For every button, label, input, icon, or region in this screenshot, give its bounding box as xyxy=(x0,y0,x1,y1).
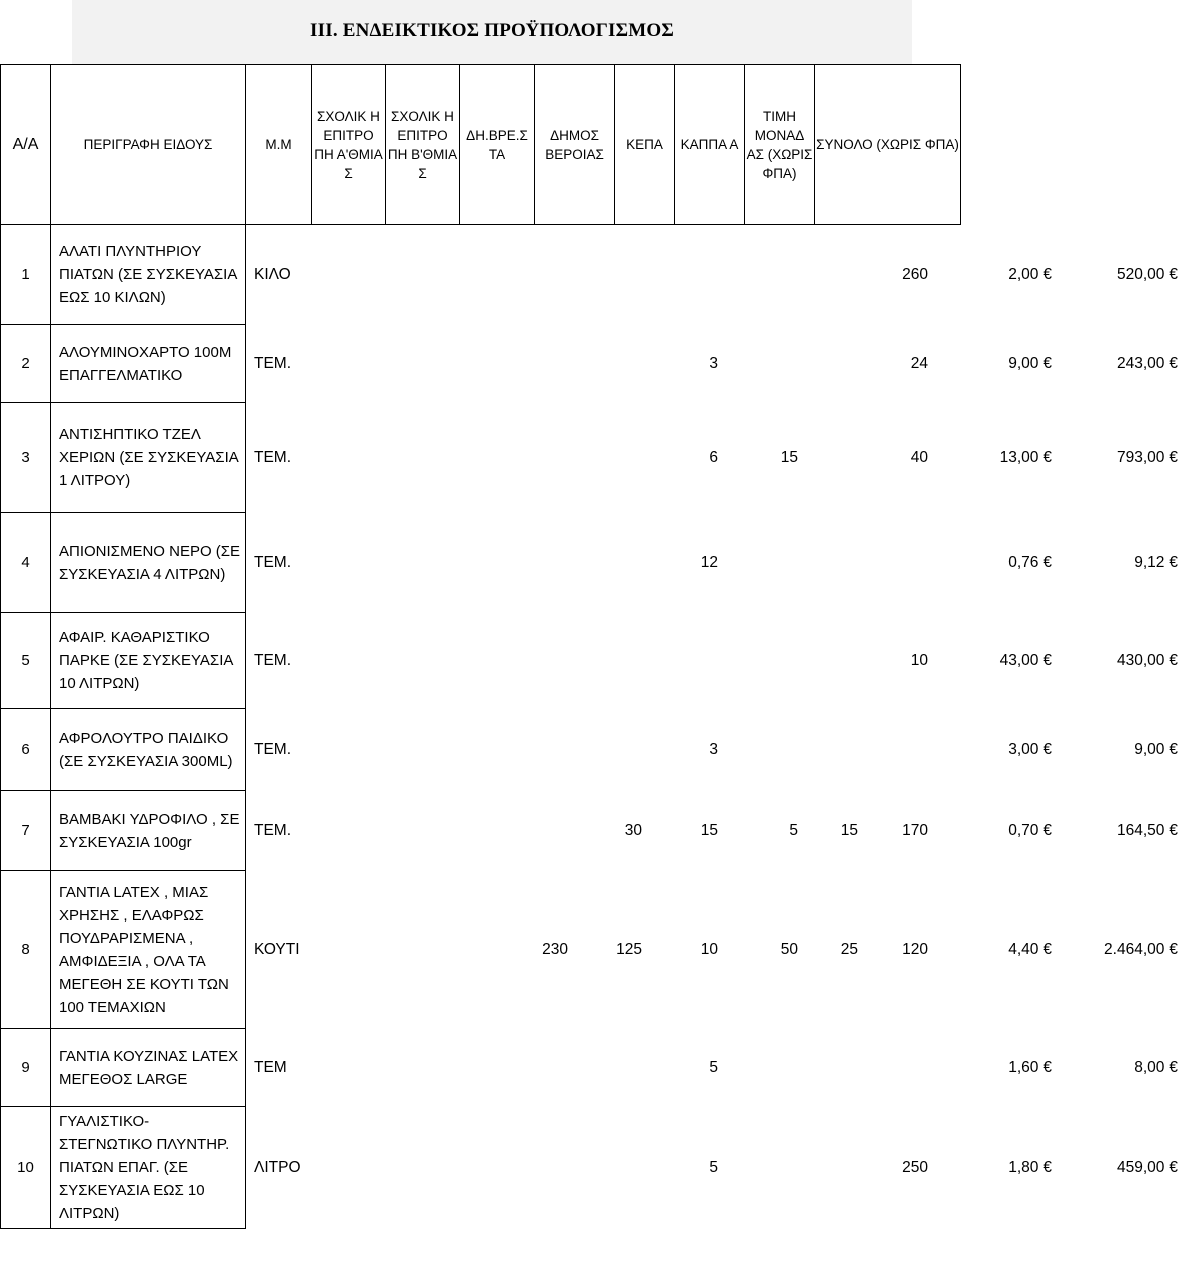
header-aa: Α/Α xyxy=(1,65,51,225)
euro-sign: € xyxy=(1043,940,1052,958)
cell-kepa: 25 xyxy=(840,940,858,958)
cell-unit-price xyxy=(952,266,1052,284)
total-value: 9,12 xyxy=(1134,553,1165,571)
row-values xyxy=(246,1029,1178,1107)
header-total: ΣΥΝΟΛΟ (ΧΩΡΙΣ ΦΠΑ) xyxy=(815,65,961,225)
euro-sign: € xyxy=(1169,651,1178,669)
euro-sign: € xyxy=(1043,740,1052,758)
euro-sign: € xyxy=(1043,821,1052,839)
euro-sign: € xyxy=(1043,265,1052,283)
cell-total xyxy=(1046,355,1178,373)
item-description: ΓΥΑΛΙΣΤΙΚΟ- ΣΤΕΓΝΩΤΙΚΟ ΠΛΥΝΤΗΡ. ΠΙΑΤΩΝ ΕΠΑΓ. (ΣΕ ΣΥΣΚΕΥΑΣΙΑ ΕΩΣ 10 ΛΙΤΡΩΝ) xyxy=(51,1107,246,1229)
euro-sign: € xyxy=(1043,651,1052,669)
table-row xyxy=(1,709,961,791)
cell-unit: ΚΙΛΟ xyxy=(254,265,291,283)
cell-unit: ΤΕΜ. xyxy=(254,740,292,758)
row-values xyxy=(246,225,1178,325)
row-number: 3 xyxy=(1,403,51,513)
euro-sign: € xyxy=(1169,821,1178,839)
cell-dh: 5 xyxy=(709,1158,718,1176)
cell-unit: ΤΕΜ. xyxy=(254,821,292,839)
budget-table xyxy=(0,64,1178,1229)
cell-total xyxy=(1046,822,1178,840)
table-row xyxy=(1,871,961,1029)
cell-sb: 125 xyxy=(616,940,642,958)
row-values xyxy=(246,613,1178,709)
row-number: 10 xyxy=(1,1107,51,1229)
cell-unit-price xyxy=(952,449,1052,467)
row-values xyxy=(246,513,1178,613)
cell-sa: 230 xyxy=(542,940,568,958)
total-value: 430,00 xyxy=(1116,651,1165,669)
cell-kappa: 170 xyxy=(902,821,928,839)
header-unit: Μ.Μ xyxy=(246,65,312,225)
unit-price-value: 13,00 xyxy=(999,448,1039,466)
cell-unit-price xyxy=(952,741,1052,759)
header-unit-price: ΤΙΜΗ ΜΟΝΑΔ ΑΣ (ΧΩΡΙΣ ΦΠΑ) xyxy=(745,65,815,225)
cell-unit-price xyxy=(952,1159,1052,1177)
euro-sign: € xyxy=(1043,553,1052,571)
cell-kappa: 250 xyxy=(902,1158,928,1176)
row-values xyxy=(246,871,1178,1029)
item-description: ΑΦΡΟΛΟΥΤΡΟ ΠΑΙΔΙΚΟ (ΣΕ ΣΥΣΚΕΥΑΣΙΑ 300ML) xyxy=(51,709,246,791)
euro-sign: € xyxy=(1043,448,1052,466)
unit-price-value: 9,00 xyxy=(1008,354,1039,372)
row-values xyxy=(246,403,1178,513)
cell-dh: 10 xyxy=(700,940,718,958)
cell-dh: 3 xyxy=(709,740,718,758)
header-kappa: ΚΑΠΠΑ Α xyxy=(675,65,745,225)
euro-sign: € xyxy=(1169,448,1178,466)
row-values xyxy=(246,1107,1178,1229)
cell-unit: ΤΕΜ. xyxy=(254,448,292,466)
cell-total xyxy=(1046,741,1178,759)
row-number: 1 xyxy=(1,225,51,325)
row-number: 8 xyxy=(1,871,51,1029)
total-value: 2.464,00 xyxy=(1104,940,1165,958)
cell-kepa: 15 xyxy=(840,821,858,839)
cell-dimos: 50 xyxy=(780,940,798,958)
header-dimos: ΔΗΜΟΣ ΒΕΡΟΙΑΣ xyxy=(535,65,615,225)
table-row xyxy=(1,225,961,325)
row-values xyxy=(246,791,1178,871)
cell-dh: 12 xyxy=(700,553,718,571)
total-value: 243,00 xyxy=(1116,354,1165,372)
row-number: 5 xyxy=(1,613,51,709)
header-school-a: ΣΧΟΛΙΚ Η ΕΠΙΤΡΟ ΠΗ Α'ΘΜΙΑ Σ xyxy=(312,65,386,225)
table-row xyxy=(1,325,961,403)
table-row xyxy=(1,613,961,709)
cell-total xyxy=(1046,449,1178,467)
cell-unit-price xyxy=(952,554,1052,572)
cell-unit-price xyxy=(952,822,1052,840)
cell-kappa: 260 xyxy=(902,265,928,283)
cell-unit-price xyxy=(952,941,1052,959)
cell-dimos: 15 xyxy=(780,448,798,466)
header-row xyxy=(1,65,961,225)
unit-price-value: 1,60 xyxy=(1008,1058,1039,1076)
table-row xyxy=(1,791,961,871)
row-values xyxy=(246,709,1178,791)
cell-total xyxy=(1046,941,1178,959)
unit-price-value: 2,00 xyxy=(1008,265,1039,283)
table-row xyxy=(1,1029,961,1107)
total-value: 459,00 xyxy=(1116,1158,1165,1176)
euro-sign: € xyxy=(1169,553,1178,571)
euro-sign: € xyxy=(1169,1158,1178,1176)
header-dhbres: ΔΗ.ΒΡΕ.Σ ΤΑ xyxy=(460,65,535,225)
header-school-b: ΣΧΟΛΙΚ Η ΕΠΙΤΡΟ ΠΗ Β'ΘΜΙΑ Σ xyxy=(386,65,460,225)
euro-sign: € xyxy=(1169,740,1178,758)
cell-unit-price xyxy=(952,355,1052,373)
cell-dimos: 5 xyxy=(789,821,798,839)
table-row xyxy=(1,1107,961,1229)
table-row xyxy=(1,403,961,513)
cell-dh: 15 xyxy=(700,821,718,839)
cell-total xyxy=(1046,266,1178,284)
cell-unit-price xyxy=(952,652,1052,670)
row-number: 9 xyxy=(1,1029,51,1107)
unit-price-value: 3,00 xyxy=(1008,740,1039,758)
cell-kappa: 24 xyxy=(910,354,928,372)
item-description: ΑΛΑΤΙ ΠΛΥΝΤΗΡΙΟΥ ΠΙΑΤΩΝ (ΣΕ ΣΥΣΚΕΥΑΣΙΑ ΕΩΣ 10 ΚΙΛΩΝ) xyxy=(51,225,246,325)
cell-sb: 30 xyxy=(624,821,642,839)
item-description: ΑΦΑΙΡ. ΚΑΘΑΡΙΣΤΙΚΟ ΠΑΡΚΕ (ΣΕ ΣΥΣΚΕΥΑΣΙΑ 10 ΛΙΤΡΩΝ) xyxy=(51,613,246,709)
euro-sign: € xyxy=(1169,265,1178,283)
item-description: ΒΑΜΒΑΚΙ ΥΔΡΟΦΙΛΟ , ΣΕ ΣΥΣΚΕΥΑΣΙΑ 100gr xyxy=(51,791,246,871)
row-number: 4 xyxy=(1,513,51,613)
item-description: ΑΠΙΟΝΙΣΜΕΝΟ ΝΕΡΟ (ΣΕ ΣΥΣΚΕΥΑΣΙΑ 4 ΛΙΤΡΩΝ) xyxy=(51,513,246,613)
total-value: 164,50 xyxy=(1116,821,1165,839)
euro-sign: € xyxy=(1043,1158,1052,1176)
total-value: 520,00 xyxy=(1116,265,1165,283)
euro-sign: € xyxy=(1043,354,1052,372)
cell-kappa: 10 xyxy=(910,651,928,669)
item-description: ΓΑΝΤΙΑ LATEX , ΜΙΑΣ ΧΡΗΣΗΣ , ΕΛΑΦΡΩΣ ΠΟΥΔΡΑΡΙΣΜΕΝΑ , ΑΜΦΙΔΕΞΙΑ , ΟΛΑ ΤΑ ΜΕΓΕΘΗ ΣΕ ΚΟΥΤΙ ΤΩΝ 100 ΤΕΜΑΧΙΩΝ xyxy=(51,871,246,1029)
cell-dh: 6 xyxy=(709,448,718,466)
cell-total xyxy=(1046,554,1178,572)
cell-dh: 5 xyxy=(709,1058,718,1076)
cell-unit: ΛΙΤΡΟ xyxy=(254,1158,301,1176)
unit-price-value: 43,00 xyxy=(999,651,1039,669)
row-number: 2 xyxy=(1,325,51,403)
page-title: ΙΙΙ. ΕΝΔΕΙΚΤΙΚΟΣ ΠΡΟΫΠΟΛΟΓΙΣΜΟΣ xyxy=(310,20,674,41)
cell-total xyxy=(1046,1059,1178,1077)
cell-unit: ΤΕΜ. xyxy=(254,651,292,669)
row-values xyxy=(246,325,1178,403)
row-number: 7 xyxy=(1,791,51,871)
total-value: 793,00 xyxy=(1116,448,1165,466)
cell-unit-price xyxy=(952,1059,1052,1077)
euro-sign: € xyxy=(1169,1058,1178,1076)
item-description: ΑΛΟΥΜΙΝΟΧΑΡΤΟ 100Μ ΕΠΑΓΓΕΛΜΑΤΙΚΟ xyxy=(51,325,246,403)
cell-kappa: 120 xyxy=(902,940,928,958)
table-row xyxy=(1,513,961,613)
cell-total xyxy=(1046,1159,1178,1177)
item-description: ΓΑΝΤΙΑ ΚΟΥΖΙΝΑΣ LATEX ΜΕΓΕΘΟΣ LARGE xyxy=(51,1029,246,1107)
cell-unit: ΤΕΜ. xyxy=(254,354,292,372)
unit-price-value: 0,70 xyxy=(1008,821,1039,839)
header-kepa: ΚΕΠΑ xyxy=(615,65,675,225)
row-number: 6 xyxy=(1,709,51,791)
header-description: ΠΕΡΙΓΡΑΦΗ ΕΙΔΟΥΣ xyxy=(51,65,246,225)
cell-kappa: 40 xyxy=(910,448,928,466)
unit-price-value: 1,80 xyxy=(1008,1158,1039,1176)
euro-sign: € xyxy=(1169,354,1178,372)
cell-unit: ΤΕΜ xyxy=(254,1058,287,1076)
unit-price-value: 4,40 xyxy=(1008,940,1039,958)
cell-total xyxy=(1046,652,1178,670)
item-description: ΑΝΤΙΣΗΠΤΙΚΟ ΤΖΕΛ ΧΕΡΙΩΝ (ΣΕ ΣΥΣΚΕΥΑΣΙΑ 1 ΛΙΤΡΟΥ) xyxy=(51,403,246,513)
total-value: 9,00 xyxy=(1134,740,1165,758)
total-value: 8,00 xyxy=(1134,1058,1165,1076)
cell-dh: 3 xyxy=(709,354,718,372)
euro-sign: € xyxy=(1169,940,1178,958)
cell-unit: ΤΕΜ. xyxy=(254,553,292,571)
unit-price-value: 0,76 xyxy=(1008,553,1039,571)
cell-unit: ΚΟΥΤΙ xyxy=(254,940,300,958)
euro-sign: € xyxy=(1043,1058,1052,1076)
